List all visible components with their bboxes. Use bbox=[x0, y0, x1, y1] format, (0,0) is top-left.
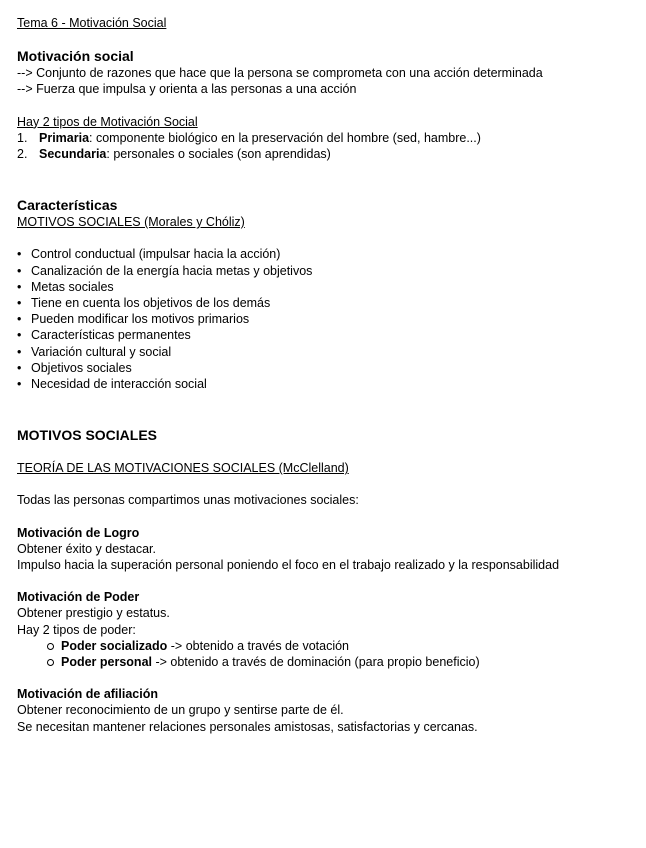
definition-line: --> Conjunto de razones que hace que la persona se comprometa con una acción determinada bbox=[17, 66, 543, 81]
paragraph-line: Obtener éxito y destacar. bbox=[17, 541, 156, 556]
paragraph-line: Obtener prestigio y estatus. bbox=[17, 606, 170, 621]
list-item: • Necesidad de interacción social bbox=[17, 376, 637, 392]
types-heading: Hay 2 tipos de Motivación Social bbox=[17, 114, 198, 129]
intro-text: Todas las personas compartimos unas motivaciones sociales: bbox=[17, 493, 359, 508]
section-title-motivacion-social: Motivación social bbox=[17, 48, 134, 65]
document-page bbox=[17, 15, 637, 735]
document-header: Tema 6 - Motivación Social bbox=[17, 16, 167, 30]
power-types-list bbox=[17, 638, 637, 670]
term-description: -> obtenido a través de votación bbox=[167, 638, 349, 653]
list-item: • Variación cultural y social bbox=[17, 344, 637, 360]
term: Poder personal bbox=[61, 655, 152, 670]
types-list bbox=[17, 130, 637, 162]
subsection-title-poder: Motivación de Poder bbox=[17, 590, 140, 605]
paragraph-line: Obtener reconocimiento de un grupo y sentirse parte de él. bbox=[17, 703, 344, 718]
term-description: : componente biológico en la preservación del hombre (sed, hambre...) bbox=[89, 130, 481, 145]
list-number: 2. bbox=[17, 147, 28, 162]
term-description: : personales o sociales (son aprendidas) bbox=[106, 147, 331, 162]
term: Poder socializado bbox=[61, 638, 168, 653]
list-item: • Metas sociales bbox=[17, 279, 637, 295]
list-item: • Tiene en cuenta los objetivos de los demás bbox=[17, 295, 637, 311]
list-item: • Canalización de la energía hacia metas y objetivos bbox=[17, 263, 637, 279]
section-title-motivos-sociales: MOTIVOS SOCIALES bbox=[17, 427, 158, 444]
term: Secundaria bbox=[39, 147, 107, 162]
section-subtitle: MOTIVOS SOCIALES (Morales y Chóliz) bbox=[17, 215, 245, 230]
theory-heading: TEORÍA DE LAS MOTIVACIONES SOCIALES (McClelland) bbox=[17, 461, 349, 476]
subsection-title-afiliacion: Motivación de afiliación bbox=[17, 687, 158, 702]
list-item bbox=[17, 130, 637, 146]
list-item: • Características permanentes bbox=[17, 327, 637, 343]
paragraph-line: Hay 2 tipos de poder: bbox=[17, 622, 136, 637]
subsection-title-logro: Motivación de Logro bbox=[17, 525, 140, 540]
list-item bbox=[17, 146, 637, 162]
list-item: • Control conductual (impulsar hacia la acción) bbox=[17, 246, 637, 262]
characteristics-list bbox=[17, 246, 637, 392]
list-item bbox=[45, 638, 637, 654]
list-number: 1. bbox=[17, 130, 28, 145]
term-description: -> obtenido a través de dominación (para propio beneficio) bbox=[152, 655, 480, 670]
paragraph-line: Impulso hacia la superación personal poniendo el foco en el trabajo realizado y la responsabilidad bbox=[17, 558, 560, 573]
definition-line: --> Fuerza que impulsa y orienta a las personas a una acción bbox=[17, 82, 357, 97]
section-title-caracteristicas: Características bbox=[17, 197, 118, 214]
list-item: • Objetivos sociales bbox=[17, 360, 637, 376]
list-item bbox=[45, 654, 637, 670]
term: Primaria bbox=[39, 130, 90, 145]
paragraph-line: Se necesitan mantener relaciones personales amistosas, satisfactorias y cercanas. bbox=[17, 719, 478, 734]
list-item: • Pueden modificar los motivos primarios bbox=[17, 311, 637, 327]
